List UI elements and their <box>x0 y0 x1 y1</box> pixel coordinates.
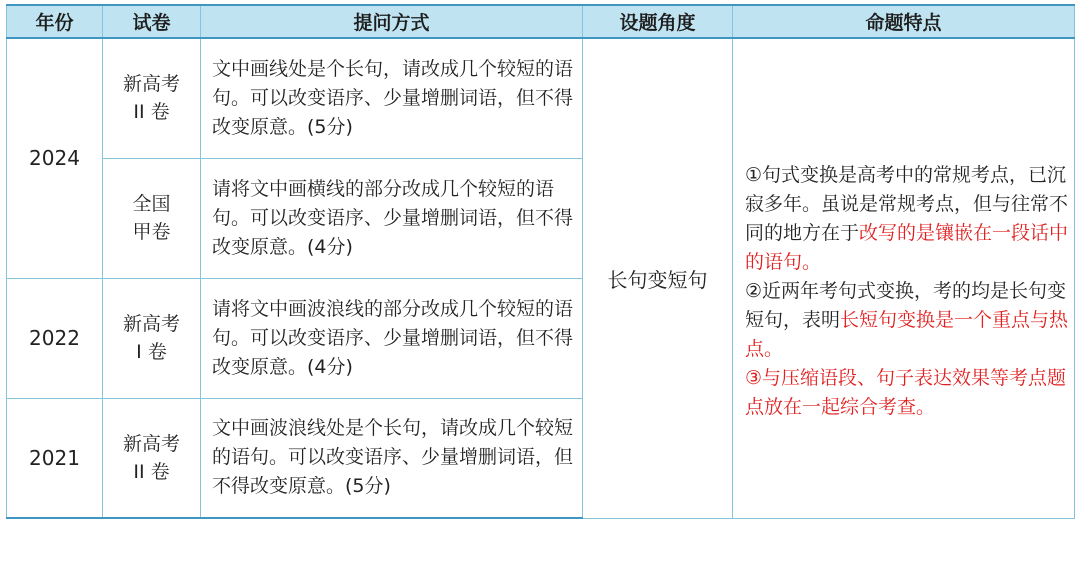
header-method: 提问方式 <box>201 5 583 38</box>
paper-cell <box>103 278 201 398</box>
year-cell-2024: 2024 <box>7 38 103 278</box>
exam-question-table <box>6 4 1075 519</box>
feature-point-2-highlight: 长短句变换是一个重点与热点。 <box>745 308 1069 360</box>
method-cell: 文中画线处是个长句，请改成几个较短的语句。可以改变语序、少量增删词语，但不得改变原意。(5分) <box>201 38 583 158</box>
feature-point-2: ②近两年考句式变换，考的均是长句变短句，表明 <box>745 279 1067 331</box>
feature-text <box>745 161 1070 422</box>
header-feature: 命题特点 <box>733 5 1075 38</box>
feature-cell <box>733 38 1075 518</box>
paper-volume: I 卷 <box>136 341 167 363</box>
paper-name: 新高考 <box>122 432 180 455</box>
table-header-row <box>7 5 1075 38</box>
feature-point-3-highlight: ③与压缩语段、句子表达效果等考点题点放在一起综合考查。 <box>745 366 1067 418</box>
year-cell-2022: 2022 <box>7 278 103 398</box>
paper-volume: II 卷 <box>133 460 170 483</box>
method-cell: 请将文中画波浪线的部分改成几个较短的语句。可以改变语序、少量增删词语，但不得改变原意。(4分) <box>201 278 583 398</box>
year-cell-2021: 2021 <box>7 398 103 518</box>
method-cell: 文中画波浪线处是个长句，请改成几个较短的语句。可以改变语序、少量增删词语，但不得改变原意。(5分) <box>201 398 583 518</box>
method-cell: 请将文中画横线的部分改成几个较短的语句。可以改变语序、少量增删词语，但不得改变原意。(4分) <box>201 158 583 278</box>
feature-point-1-highlight: 改写的是镶嵌在一段话中的语句。 <box>745 221 1069 273</box>
paper-name: 新高考 <box>122 73 180 96</box>
paper-cell <box>103 158 201 278</box>
paper-cell <box>103 398 201 518</box>
table-row <box>7 38 1075 158</box>
paper-cell <box>103 38 201 158</box>
paper-name: 全国 <box>132 193 171 215</box>
paper-volume: 甲卷 <box>132 221 171 243</box>
feature-point-1: ①句式变换是高考中的常规考点，已沉寂多年。虽说是常规考点，但与往常不同的地方在于 <box>745 163 1069 244</box>
header-paper: 试卷 <box>103 5 201 38</box>
header-angle: 设题角度 <box>583 5 733 38</box>
paper-volume: II 卷 <box>133 101 170 124</box>
angle-cell: 长句变短句 <box>583 38 733 518</box>
paper-name: 新高考 <box>122 313 180 335</box>
header-year: 年份 <box>7 5 103 38</box>
